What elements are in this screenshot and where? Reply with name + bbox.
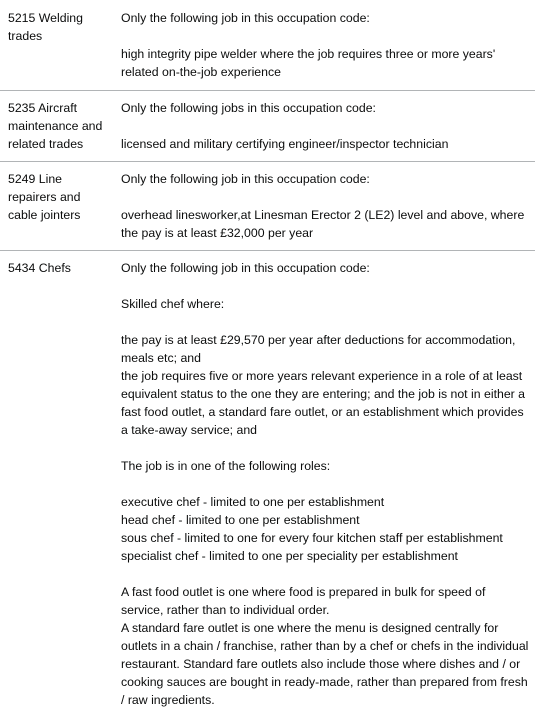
job-detail: overhead linesworker,at Linesman Erector 2 (LE2) level and above, where the pay is at least £32,000 per year <box>121 208 525 240</box>
condition-item: the job requires five or more years relevant experience in a role of at least equivalent status to the one they are entering; and the job is not in either a fast food outlet, a standard fare outlet, or an establishment which provides a take-away service; and <box>121 369 526 437</box>
condition-item: the pay is at least £29,570 per year after deductions for accommodation, meals etc; and <box>121 333 516 365</box>
role-item: sous chef - limited to one for every four kitchen staff per establishment <box>121 531 503 545</box>
occupation-code: 5235 Aircraft maintenance and related trades <box>8 101 103 151</box>
definition-item: A standard fare outlet is one where the menu is designed centrally for outlets in a chain / franchise, rather than by a chef or chefs in the individual restaurant. Standard fare outlets also include those where dishes and / or cooking sauces are bought in ready-made, rather than prepared from fresh / raw ingredients. <box>121 621 529 707</box>
roles-intro: The job is in one of the following roles: <box>121 459 331 473</box>
definition-item: A fast food outlet is one where food is prepared in bulk for speed of service, rather than to individual order. <box>121 585 486 617</box>
table-row-5249 <box>0 162 535 251</box>
job-intro: Only the following job in this occupation code: <box>121 261 370 275</box>
table-row-5215 <box>0 0 535 91</box>
role-item: specialist chef - limited to one per speciality per establishment <box>121 549 458 563</box>
job-detail: high integrity pipe welder where the job requires three or more years' related on-the-job experience <box>121 47 496 79</box>
job-intro: Only the following job in this occupation code: <box>121 172 370 186</box>
occupation-description <box>118 170 535 242</box>
occupation-code: 5215 Welding trades <box>8 11 83 43</box>
skilled-chef-heading: Skilled chef where: <box>121 297 225 311</box>
role-item: executive chef - limited to one per establishment <box>121 495 385 509</box>
role-item: head chef - limited to one per establishment <box>121 513 360 527</box>
job-intro: Only the following job in this occupation code: <box>121 11 370 25</box>
occupation-description <box>118 9 535 81</box>
occupation-code: 5249 Line repairers and cable jointers <box>8 172 81 222</box>
occupation-description <box>118 99 535 153</box>
definitions-block <box>121 583 531 709</box>
conditions-block <box>121 331 531 439</box>
job-intro: Only the following jobs in this occupation code: <box>121 101 376 115</box>
roles-list <box>121 493 531 565</box>
occupation-code: 5434 Chefs <box>8 261 71 275</box>
table-row-5235 <box>0 91 535 162</box>
table-row-5434 <box>0 251 535 717</box>
occupation-description <box>118 259 535 709</box>
job-detail: licensed and military certifying engineer/inspector technician <box>121 137 449 151</box>
